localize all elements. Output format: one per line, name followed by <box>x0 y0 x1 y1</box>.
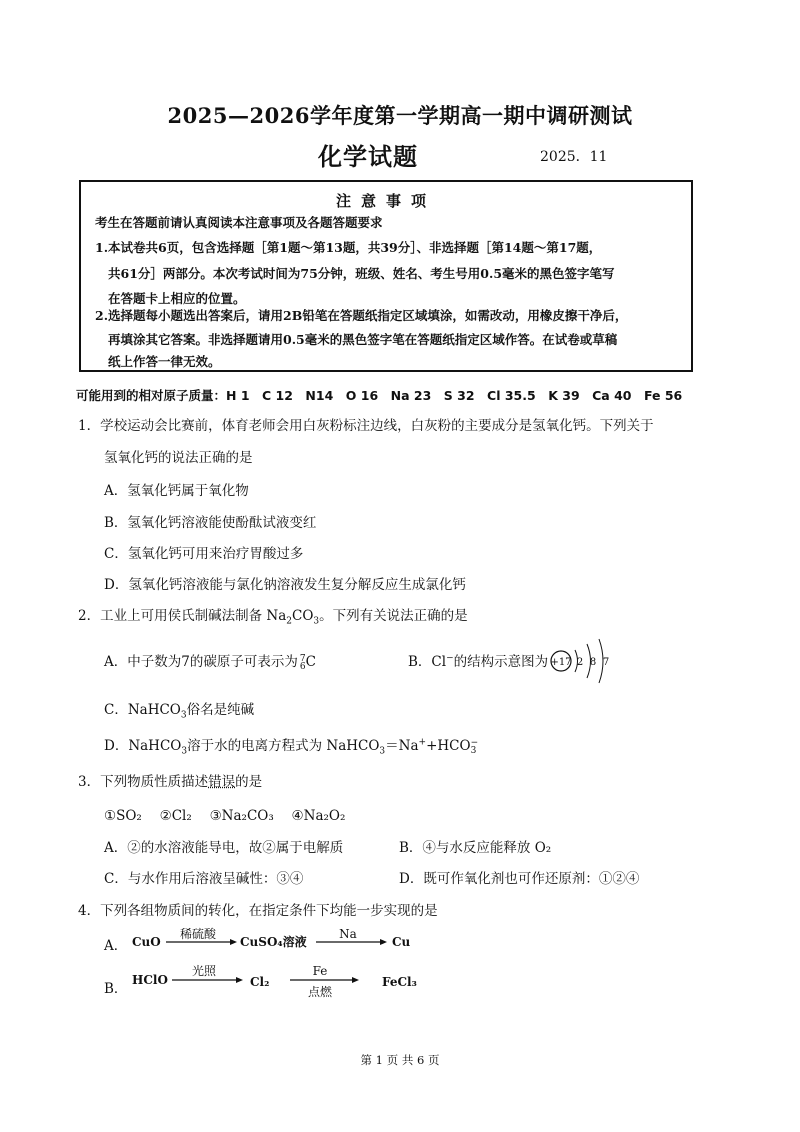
notice-title: 注意事项 <box>335 192 436 210</box>
q4-b-condition-2-bottom: 点燃 <box>307 985 333 999</box>
q3-stem-emphasis: 错误 <box>208 774 236 790</box>
q2-stem <box>78 604 468 627</box>
q1-stem-line2: 氢氧化钙的说法正确的是 <box>104 450 253 466</box>
q4-a-intermediate: CuSO₄溶液 <box>240 935 307 949</box>
q2-b-text: B．Cl <box>408 654 447 670</box>
q2-a-mass-number: 7 <box>299 653 306 664</box>
q2-stem-part: 2．工业上可用侯氏制碱法制备 Na <box>78 608 287 624</box>
q3-stem <box>78 770 262 790</box>
notice-item1-line1: 1.本试卷共6页，包含选择题［第1题～第13题，共39分］、非选择题［第14题～第17题， <box>95 240 602 255</box>
shell-2-electrons: 8 <box>589 657 597 668</box>
q2-stem-part: 。下列有关说法正确的是 <box>319 608 468 624</box>
nucleus-charge: +17 <box>550 657 572 668</box>
notice-item2-line3: 纸上作答一律无效。 <box>108 354 221 369</box>
page-footer: 第 1 页 共 6 页 <box>360 1053 440 1067</box>
q3-option-c: C．与水作用后溶液呈碱性：③④ <box>104 871 304 887</box>
exam-date: 2025．11 <box>540 149 608 165</box>
atomic-masses: 可能用到的相对原子质量：H 1 C 12 N14 O 16 Na 23 S 32 Cl 35.5 K 39 Ca 40 Fe 56 <box>76 388 683 403</box>
q1-option-d: D．氢氧化钙溶液能与氯化钠溶液发生复分解反应生成氯化钙 <box>104 577 466 593</box>
exam-title: 2025—2026学年度第一学期高一期中调研测试 <box>167 103 633 128</box>
shell-1-electrons: 2 <box>576 657 584 668</box>
q2-c-sub: 3 <box>180 710 187 721</box>
q4-option-b-label: B． <box>104 981 128 997</box>
q4-a-arrowhead-2 <box>380 939 387 945</box>
q2-a-atomic-number: 6 <box>299 661 306 672</box>
q2-b-charge: − <box>446 653 454 664</box>
q2-d-sup: + <box>418 737 427 748</box>
q4-b-condition-2-top: Fe <box>312 964 328 978</box>
notice-intro: 考生在答题前请认真阅读本注意事项及各题答题要求 <box>95 215 383 230</box>
q4-b-product: FeCl₃ <box>382 975 417 989</box>
q1-option-c: C．氢氧化钙可用来治疗胃酸过多 <box>104 546 304 562</box>
notice-box <box>79 180 693 372</box>
q2-d-part: 溶于水的电离方程式为 NaHCO <box>187 738 380 754</box>
q2-d-sub: 3 <box>470 745 477 756</box>
q2-option-c <box>104 698 254 721</box>
q1-option-a: A．氢氧化钙属于氧化物 <box>104 483 249 499</box>
q3-option-a: A．②的水溶液能导电，故②属于电解质 <box>104 840 344 856</box>
q4-a-arrowhead-1 <box>230 939 237 945</box>
notice-item1-line2: 共61分］两部分。本次考试时间为75分钟，班级、姓名、考生号用0.5毫米的黑色签字笔写 <box>108 266 615 281</box>
q4-b-arrowhead-2 <box>352 977 359 983</box>
q3-substance-list: ①SO₂ ②Cl₂ ③Na₂CO₃ ④Na₂O₂ <box>104 808 346 824</box>
q3-option-d: D．既可作氧化剂也可作还原剂：①②④ <box>399 871 640 887</box>
q3-stem-part: 的是 <box>235 774 263 790</box>
q4-b-intermediate: Cl₂ <box>250 975 270 989</box>
chloride-ion-structure-diagram <box>549 636 629 686</box>
q1-option-b: B．氢氧化钙溶液能使酚酞试液变红 <box>104 515 317 531</box>
q2-d-part: ＝Na <box>385 738 419 754</box>
q2-option-d <box>104 734 478 757</box>
q4-option-a-scheme <box>130 924 430 960</box>
q2-a-symbol: C <box>305 654 316 670</box>
q4-option-b-scheme <box>130 962 430 1012</box>
q2-stem-sub: 3 <box>313 616 320 627</box>
q4-a-reactant: CuO <box>132 935 161 949</box>
q2-b-text2: 的结构示意图为 <box>453 654 549 670</box>
q3-option-b: B．④与水反应能释放 O₂ <box>399 840 552 856</box>
notice-item1-line3: 在答题卡上相应的位置。 <box>108 291 246 306</box>
q4-b-reactant: HClO <box>132 973 168 987</box>
q4-option-a-label: A． <box>104 938 128 954</box>
q2-option-b <box>408 650 548 670</box>
q3-stem-part: 3．下列物质性质描述 <box>78 774 209 790</box>
q2-a-text: A．中子数为7的碳原子可表示为 <box>104 654 298 670</box>
q4-a-condition-2: Na <box>339 927 357 941</box>
q2-d-sub: 3 <box>379 746 386 757</box>
q4-b-arrowhead-1 <box>236 977 243 983</box>
q2-d-charge: − <box>470 737 479 748</box>
q4-stem: 4．下列各组物质间的转化，在指定条件下均能一步实现的是 <box>78 903 438 919</box>
q4-b-condition-1: 光照 <box>191 964 217 978</box>
q2-stem-sub: 2 <box>286 616 292 627</box>
q2-c-part: 俗名是纯碱 <box>186 702 255 718</box>
q2-d-sub: 3 <box>181 746 188 757</box>
q1-stem-line1: 1．学校运动会比赛前，体育老师会用白灰粉标注边线，白灰粉的主要成分是氢氧化钙。下列关于 <box>78 418 654 434</box>
q4-a-condition-1: 稀硫酸 <box>179 927 217 941</box>
q2-d-part: +HCO <box>426 738 471 754</box>
q2-d-part: D．NaHCO <box>104 738 182 754</box>
shell-3-electrons: 7 <box>602 657 610 668</box>
notice-item2-line2: 再填涂其它答案。非选择题请用0.5毫米的黑色签字笔在答题纸指定区域作答。在试卷或草稿 <box>108 332 618 347</box>
notice-item2-line1: 2.选择题每小题选出答案后，请用2B铅笔在答题纸指定区域填涂，如需改动，用橡皮擦干净后， <box>95 308 628 323</box>
q2-c-part: C．NaHCO <box>104 702 181 718</box>
q4-a-product: Cu <box>392 935 411 949</box>
q2-option-a <box>104 650 316 671</box>
q2-stem-part: CO <box>291 608 314 624</box>
exam-subtitle: 化学试题 <box>318 142 418 171</box>
